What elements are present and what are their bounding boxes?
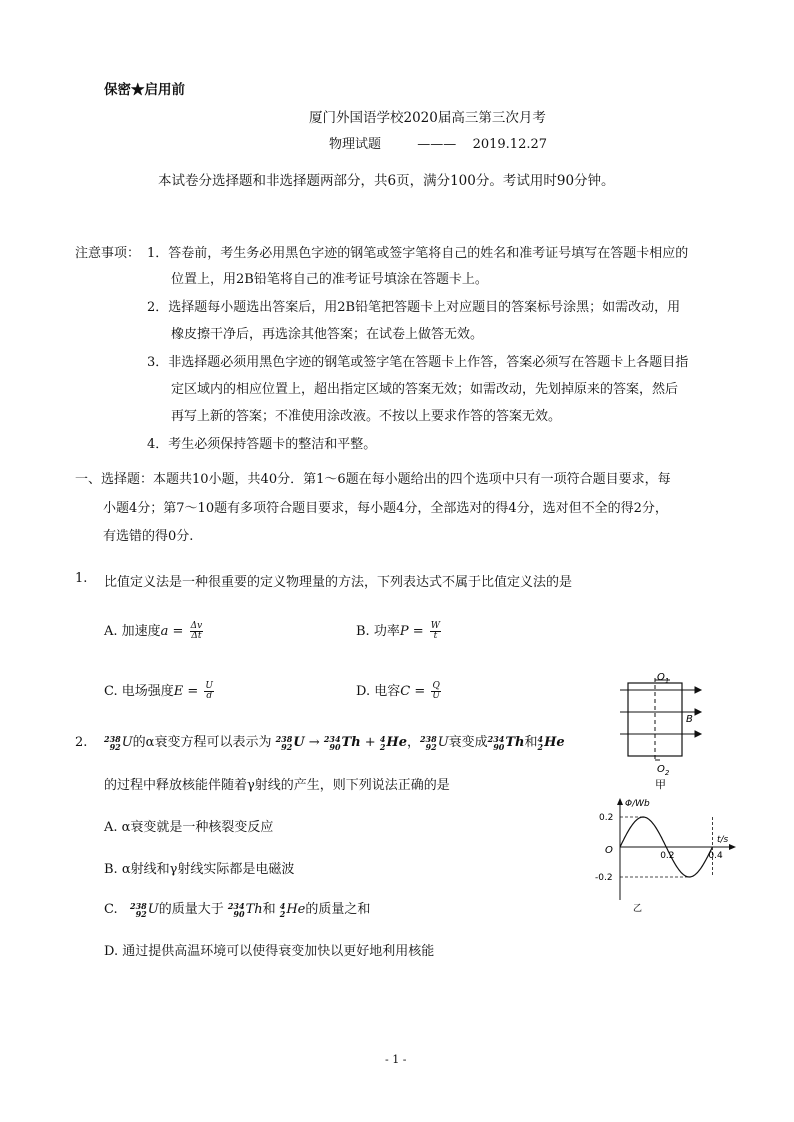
jia-caption: 甲 [655, 778, 666, 790]
o2-label: $O_2$ [657, 764, 670, 777]
q2-stem-c: 和 [524, 735, 538, 750]
q1-stem: 比值定义法是一种很重要的定义物理量的方法，下列表达式不属于比值定义法的是 [104, 575, 573, 590]
notice-line-7: 再写上新的答案；不准使用涂改液。不按以上要求作答的答案无效。 [171, 409, 562, 424]
y-axis-arrow [617, 798, 623, 805]
page-number: - 1 - [385, 1053, 407, 1066]
y-tick-label: -0.2 [595, 873, 613, 883]
o1-label: $O_1$ [657, 672, 670, 685]
yi-caption: 乙 [633, 904, 643, 913]
q2-option-c-label: C. [104, 902, 118, 917]
field-arrow [695, 687, 701, 693]
q2-option-c: C. 238 92 U的质量大于 234 90 Th和 4 2 He的质量之和 [104, 900, 371, 919]
q1-option-b-label: B. 功率 [356, 624, 400, 639]
chart-yi [595, 795, 745, 913]
field-arrow [695, 731, 701, 737]
notice-line-5: 3．非选择题必须用黑色字迹的钢笔或签字笔在答题卡上作答，答案必须写在答题卡上各题目指 [147, 355, 689, 370]
subject: 物理试题 [329, 137, 382, 152]
q2-option-b: B. α射线和γ射线实际都是电磁波 [104, 862, 295, 877]
exam-date: 2019.12.27 [472, 137, 548, 152]
q1-number: 1. [75, 571, 88, 586]
q2-stem-a: 的α衰变方程可以表示为 [132, 735, 272, 750]
q2-option-d: D. 通过提供高温环境可以使得衰变加快以更好地利用核能 [104, 944, 435, 959]
secret-label: 保密★启用前 [104, 82, 185, 98]
q2-stem-b: 衰变成 [448, 735, 488, 750]
q2-option-c-b: 的质量大于 [158, 902, 224, 917]
exam-title: 厦门外国语学校2020届高三第三次月考 [309, 110, 546, 126]
notice-line-1: 1．答卷前，考生务必用黑色字迹的钢笔或签字笔将自己的姓名和准考证号填写在答题卡相应的 [147, 246, 689, 261]
q1-option-d: D. 电容C = $\frac{Q}{U}$ [356, 681, 440, 701]
notice-label: 注意事项： [75, 246, 141, 261]
y-tick-label: 0.2 [599, 813, 614, 823]
notice-line-4: 橡皮擦干净后，再选涂其他答案；在试卷上做答无效。 [171, 327, 484, 342]
notice-line-6: 定区域内的相应位置上，超出指定区域的答案无效；如需改动，先划掉原来的答案，然后 [171, 382, 679, 397]
q2-number: 2. [75, 735, 88, 750]
q2-stem-line2: 的过程中释放核能伴随着γ射线的产生，则下列说法正确的是 [104, 778, 450, 793]
q2-stem-line1: 238 92 U的α衰变方程可以表示为 238 92 U → 234 90 Th + 4 2 He， 238 92 U衰变成 234 90 Th和 4 2 He [104, 733, 565, 752]
b-label: B [686, 714, 693, 725]
x-axis-arrow [729, 844, 736, 850]
q1-option-c: C. 电场强度E = $\frac{U}{d}$ [104, 681, 214, 701]
q2-option-c-c: 和 [262, 902, 276, 917]
x-axis-label: t/s [717, 835, 729, 845]
section1-line-3: 有选错的得0分. [103, 529, 194, 544]
notice-line-8: 4．考生必须保持答题卡的整洁和平整。 [147, 437, 377, 452]
section1-line-1: 一、选择题：本题共10小题，共40分．第1～6题在每小题给出的四个选项中只有一项符合题目要求，每 [75, 472, 671, 487]
q1-option-d-label: D. 电容 [356, 684, 401, 699]
q1-option-a: A. 加速度a = $\frac{\Delta v}{\Delta t}$ [104, 621, 203, 641]
q1-option-c-label: C. 电场强度 [104, 684, 174, 699]
y-axis-label: Φ/Wb [625, 799, 650, 809]
q1-option-b: B. 功率P = $\frac{W}{t}$ [356, 621, 441, 641]
q2-option-a: A. α衰变就是一种核裂变反应 [104, 820, 274, 835]
exam-intro: 本试卷分选择题和非选择题两部分，共6页，满分100分。考试用时90分钟。 [158, 173, 615, 189]
dash: ——— [417, 137, 457, 152]
origin-label: O [605, 845, 613, 856]
notice-line-2: 位置上，用2B铅笔将自己的准考证号填涂在答题卡上。 [171, 272, 488, 287]
notice-line-3: 2．选择题每小题选出答案后，用2B铅笔把答题卡上对应题目的答案标号涂黑；如需改动，用 [147, 300, 681, 315]
x-tick-label: 0.2 [660, 851, 675, 861]
q1-option-a-label: A. 加速度 [104, 624, 161, 639]
section1-line-2: 小题4分；第7～10题有多项符合题目要求，每小题4分，全部选对的得4分，选对但不全的得2分， [103, 501, 668, 516]
q2-option-c-d: 的质量之和 [305, 902, 371, 917]
field-arrow [695, 709, 701, 715]
figure-jia [600, 670, 720, 790]
exam-subtitle [329, 133, 547, 152]
x-tick-label: 0.4 [708, 851, 723, 861]
